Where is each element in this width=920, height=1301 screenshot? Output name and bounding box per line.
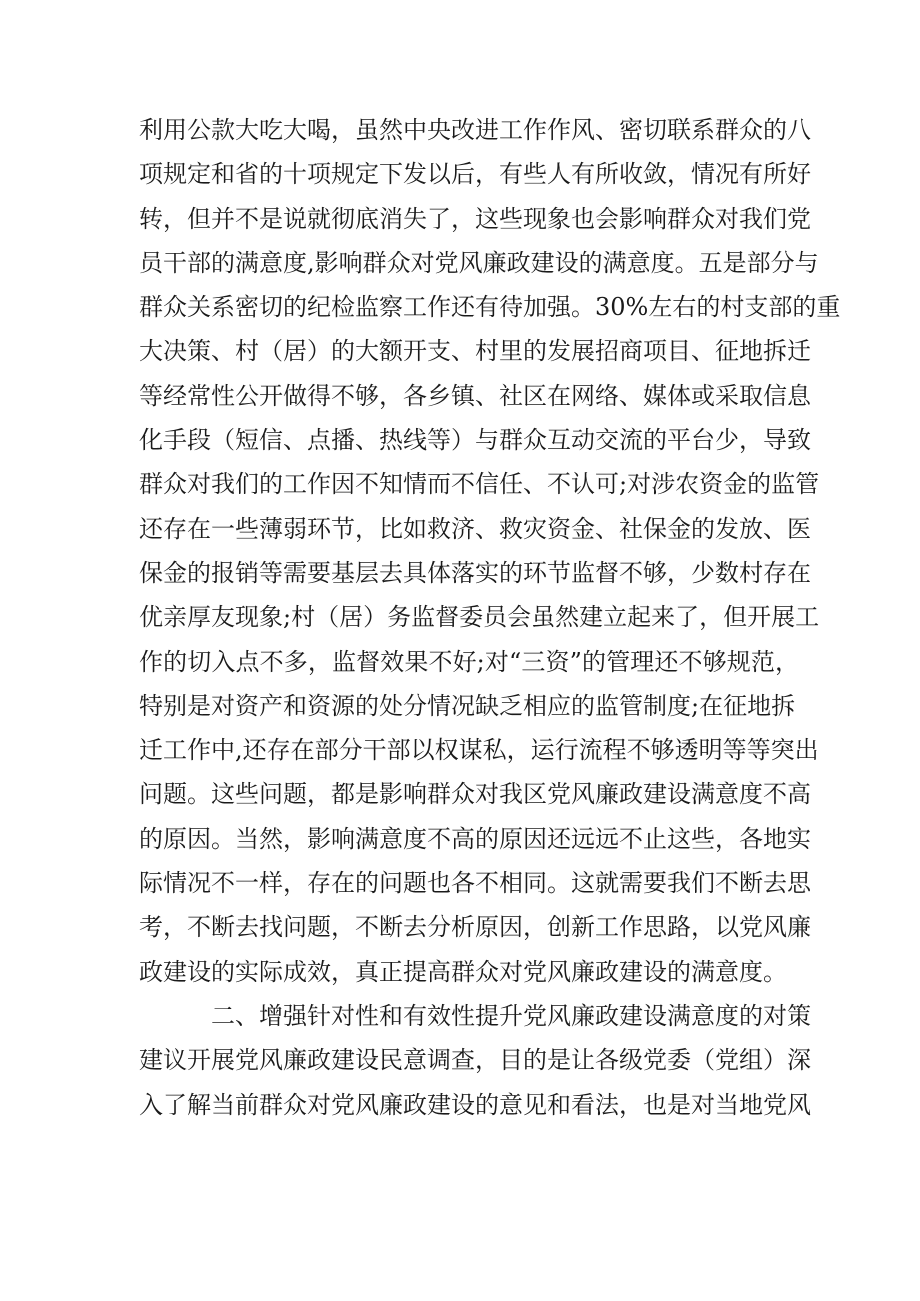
- text-line: 还存在一些薄弱环节，比如救济、救灾资金、社保金的发放、医: [139, 514, 811, 543]
- text-line: 问题。这些问题，都是影响群众对我区党风廉政建设满意度不高: [139, 780, 811, 809]
- text-line: 入了解当前群众对党风廉政建设的意见和看法，也是对当地党风: [139, 1090, 811, 1119]
- text-line: 二、增强针对性和有效性提升党风廉政建设满意度的对策: [211, 1001, 811, 1030]
- text-line: 优亲厚友现象;村（居）务监督委员会虽然建立起来了，但开展工: [139, 603, 820, 632]
- text-line: 保金的报销等需要基层去具体落实的环节监督不够，少数村存在: [139, 558, 811, 587]
- text-line: 化手段（短信、点播、热线等）与群众互动交流的平台少，导致: [139, 426, 811, 455]
- text-line: 考，不断去找问题，不断去分析原因，创新工作思路，以党风廉: [139, 913, 811, 942]
- text-line: 际情况不一样，存在的问题也各不相同。这就需要我们不断去思: [139, 869, 811, 898]
- text-line: 等经常性公开做得不够，各乡镇、社区在网络、媒体或采取信息: [139, 381, 811, 410]
- text-line: 特别是对资产和资源的处分情况缺乏相应的监管制度;在征地拆: [139, 691, 796, 720]
- text-line: 利用公款大吃大喝，虽然中央改进工作作风、密切联系群众的八: [139, 116, 811, 144]
- text-line: 转，但并不是说就彻底消失了，这些现象也会影响群众对我们党: [139, 204, 811, 233]
- text-line: 迁工作中,还存在部分干部以权谋私，运行流程不够透明等等突出: [139, 736, 819, 765]
- text-line: 政建设的实际成效，真正提高群众对党风廉政建设的满意度。: [139, 957, 787, 986]
- text-line: 群众关系密切的纪检监察工作还有待加强。30%左右的村支部的重: [139, 293, 841, 322]
- body-text: [139, 108, 841, 1127]
- text-line: 项规定和省的十项规定下发以后，有些人有所收敛，情况有所好: [139, 160, 811, 189]
- text-line: 员干部的满意度,影响群众对党风廉政建设的满意度。五是部分与: [139, 248, 819, 277]
- text-line: 大决策、村（居）的大额开支、村里的发展招商项目、征地拆迁: [139, 337, 811, 366]
- text-line: 作的切入点不多，监督效果不好;对“三资”的管理还不够规范，: [139, 647, 799, 676]
- text-line: 的原因。当然，影响满意度不高的原因还远远不止这些，各地实: [139, 824, 811, 853]
- text-line: 建议开展党风廉政建设民意调查，目的是让各级党委（党组）深: [139, 1046, 811, 1075]
- text-line: 群众对我们的工作因不知情而不信任、不认可;对涉农资金的监管: [139, 470, 820, 499]
